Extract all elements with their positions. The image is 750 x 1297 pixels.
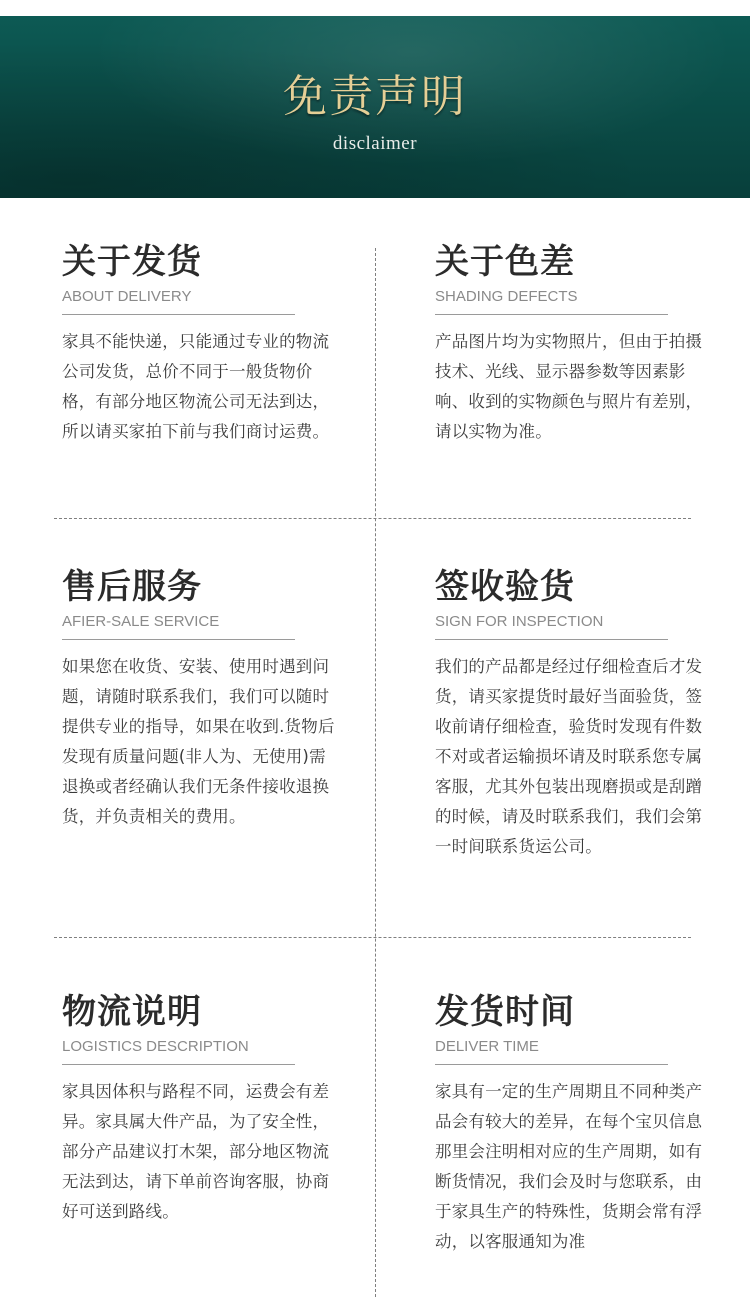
section-rule: [62, 639, 295, 640]
section-body: 产品图片均为实物照片，但由于拍摄技术、光线、显示器参数等因素影响、收到的实物颜色与照片有差别，请以实物为准。: [435, 332, 703, 441]
section-shading-defects: [435, 242, 710, 447]
section-body: 家具不能快递，只能通过专业的物流公司发货，总价不同于一般货物价格，有部分地区物流公司无法到达，所以请买家拍下前与我们商讨运费。: [62, 332, 330, 441]
section-subtitle: AFIER-SALE SERVICE: [62, 613, 220, 630]
section-body: 家具因体积与路程不同，运费会有差异。家具属大件产品，为了安全性，部分产品建议打木架，部分地区物流无法到达，请下单前咨询客服，协商好可送到路线。: [62, 1082, 330, 1221]
vertical-divider: [375, 248, 376, 1297]
horizontal-divider: [54, 937, 691, 938]
section-subtitle: ABOUT DELIVERY: [62, 288, 192, 305]
disclaimer-banner: [0, 16, 750, 198]
section-title: 售后服务: [62, 567, 202, 607]
section-body: 家具有一定的生产周期且不同种类产品会有较大的差异，在每个宝贝信息那里会注明相对应的生产周期，如有断货情况，我们会及时与您联系，由于家具生产的特殊性，货期会常有浮动，以客服通知为准: [435, 1082, 703, 1251]
section-body: 我们的产品都是经过仔细检查后才发货，请买家提货时最好当面验货，签收前请仔细检查，验货时发现有件数不对或者运输损坏请及时联系您专属客服，尤其外包装出现磨损或是刮蹭的时候，请及时联系我们，我们会第一时间联系货运公司。: [435, 657, 703, 856]
section-body: 如果您在收货、安装、使用时遇到问题，请随时联系我们，我们可以随时提供专业的指导，如果在收到.货物后发现有质量问题(非人为、无使用)需退换或者经确认我们无条件接收退换货，并负责相关的费用。: [62, 657, 335, 826]
section-sign-for-inspection: [435, 567, 710, 862]
section-title: 发货时间: [435, 992, 575, 1032]
section-subtitle: DELIVER TIME: [435, 1038, 539, 1055]
section-subtitle: SHADING DEFECTS: [435, 288, 578, 305]
section-rule: [435, 1064, 668, 1065]
section-title: 签收验货: [435, 567, 575, 607]
section-title: 物流说明: [62, 992, 202, 1032]
section-title: 关于色差: [435, 242, 575, 282]
section-rule: [62, 314, 295, 315]
section-title: 关于发货: [62, 242, 202, 282]
section-logistics-description: [62, 992, 337, 1227]
banner-title: 免责声明: [283, 71, 467, 122]
banner-subtitle: disclaimer: [332, 133, 418, 154]
section-deliver-time: [435, 992, 710, 1257]
section-about-delivery: [62, 242, 337, 447]
section-rule: [435, 314, 668, 315]
section-rule: [435, 639, 668, 640]
horizontal-divider: [54, 518, 691, 519]
section-subtitle: SIGN FOR INSPECTION: [435, 613, 604, 630]
section-subtitle: LOGISTICS DESCRIPTION: [62, 1038, 249, 1055]
section-after-sale-service: [62, 567, 337, 832]
section-rule: [62, 1064, 295, 1065]
top-strip: [0, 0, 750, 16]
